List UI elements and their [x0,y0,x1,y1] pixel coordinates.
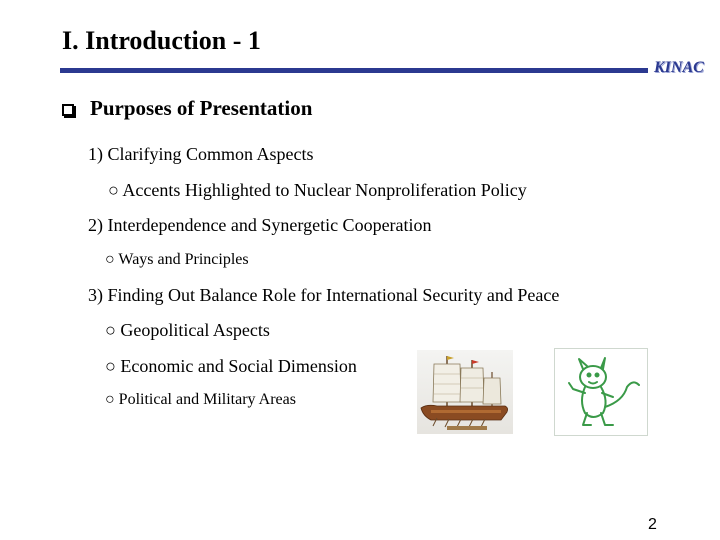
section-heading: Purposes of Presentation [90,96,313,120]
mascot-icon [555,349,647,435]
ship-icon [417,350,513,434]
list-item: 3) Finding Out Balance Role for International Security and Peace [88,285,560,305]
mascot-image [554,348,648,436]
checkbox-bullet-icon [62,104,74,116]
list-item: 2) Interdependence and Synergetic Cooperation [88,215,432,235]
list-item: ○ Economic and Social Dimension [105,356,357,376]
page-number: 2 [648,516,657,533]
slide-title: I. Introduction - 1 [62,26,261,55]
list-item: ○ Accents Highlighted to Nuclear Nonproliferation Policy [108,180,527,200]
list-item: ○ Geopolitical Aspects [105,320,270,340]
turtle-ship-image [417,350,513,434]
list-item: ○ Ways and Principles [105,251,249,268]
list-item: ○ Political and Military Areas [105,391,296,408]
kinac-logo: KINAC [654,59,704,76]
list-item: 1) Clarifying Common Aspects [88,144,314,164]
title-underline [60,68,648,73]
